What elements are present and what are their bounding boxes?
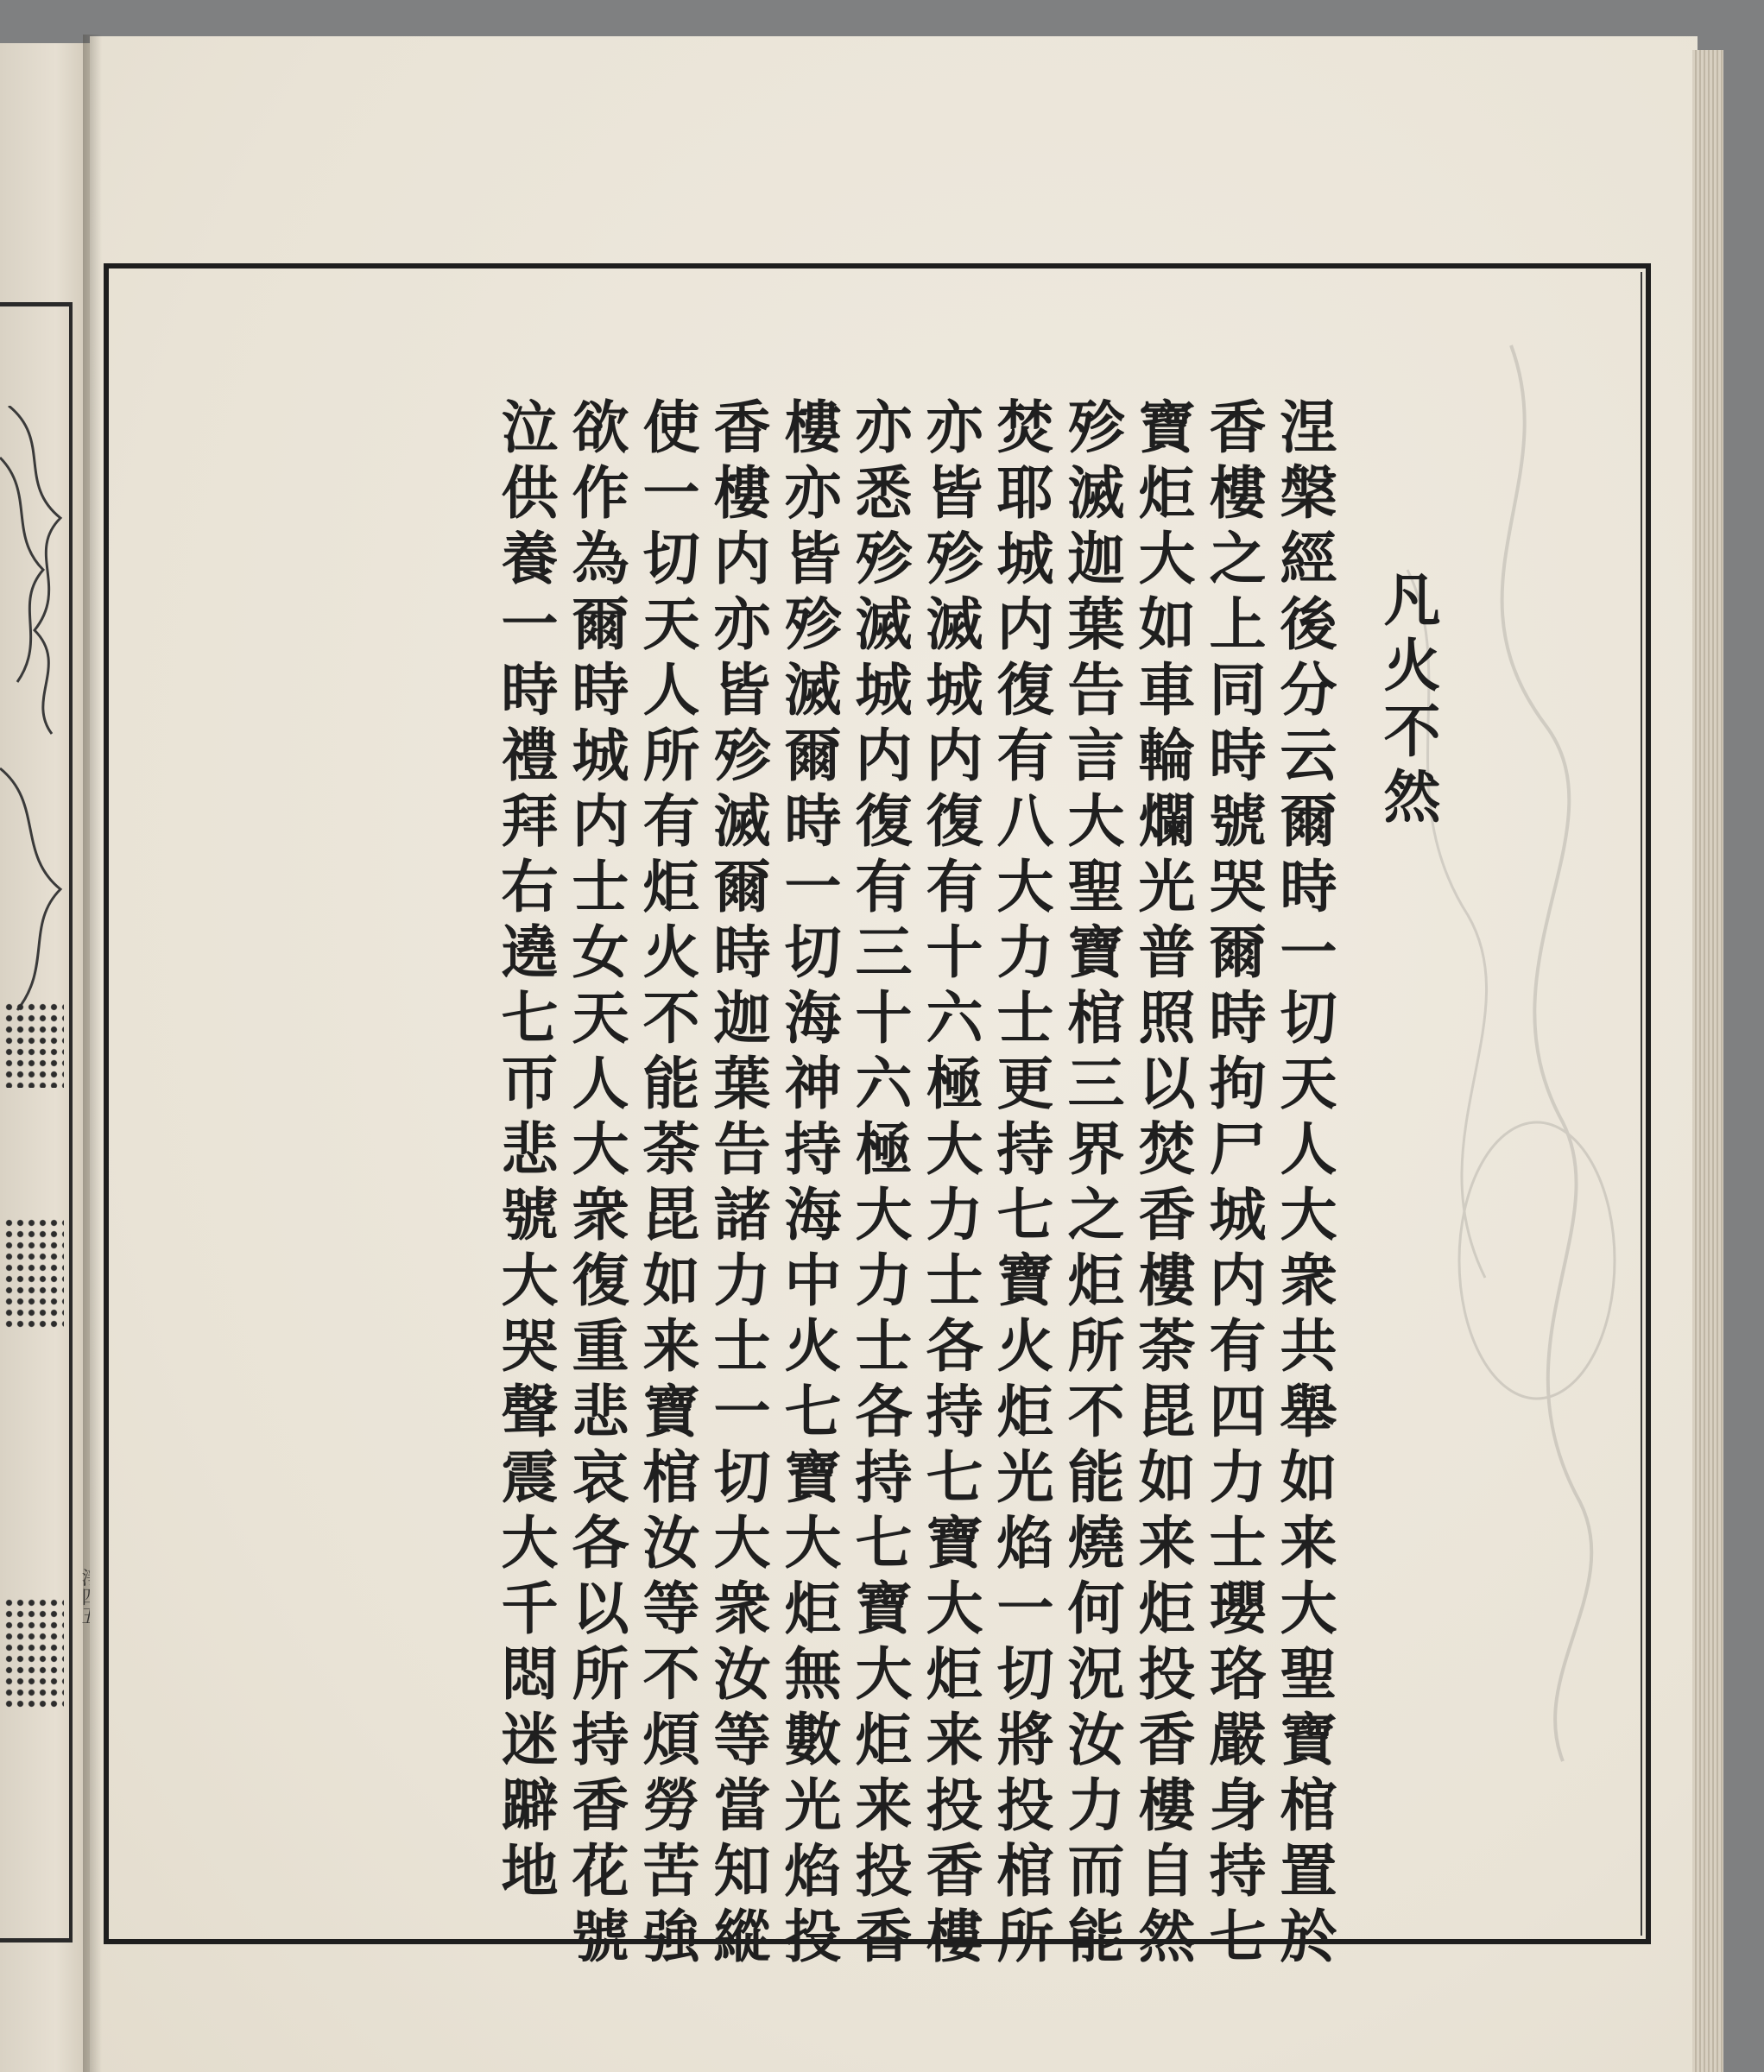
dotted-pattern xyxy=(3,1597,64,1709)
previous-page-edge xyxy=(0,43,95,2072)
text-block xyxy=(285,397,1476,1972)
text-column: 欲作為爾時城内士女天人大衆復重悲哀各以所持香花號 xyxy=(562,397,629,1972)
text-column: 寶炬大如車輪爛光普照以焚香樓荼毘如来炬投香樓自然 xyxy=(1129,397,1196,1972)
text-column: 樓亦皆殄滅爾時一切海神持海中火七寶大炬無數光焰投 xyxy=(775,397,842,1972)
text-column: 殄滅迦葉告言大聖寶棺三界之炬所不能燒何況汝力而能 xyxy=(1058,397,1125,1972)
text-column: 涅槃經後分云爾時一切天人大衆共舉如来大聖寶棺置於 xyxy=(1270,397,1337,1972)
flame-illustration-icon xyxy=(0,406,73,1027)
text-column: 亦皆殄滅城内復有十六極大力士各持七寶大炬来投香樓 xyxy=(916,397,983,1972)
text-column: 使一切天人所有炬火不能荼毘如来寶棺汝等不煩勞苦強 xyxy=(633,397,700,1972)
dotted-pattern xyxy=(3,1001,64,1088)
text-column: 亦悉殄滅城内復有三十六極大力士各持七寶大炬来投香 xyxy=(845,397,913,1972)
text-column: 香樓内亦皆殄滅爾時迦葉告諸力士一切大衆汝等當知縱 xyxy=(704,397,771,1972)
page-stack-edge xyxy=(1692,50,1723,2072)
dotted-pattern xyxy=(3,1217,64,1330)
section-heading: 凡火不然 xyxy=(1374,570,1441,832)
text-column: 焚耶城内復有八大力士更持七寶火炬光焰一切將投棺所 xyxy=(987,397,1054,1972)
text-column: 香樓之上同時號哭爾時拘尸城内有四力士瓔珞嚴身持七 xyxy=(1199,397,1267,1972)
text-column: 泣供養一時禮拜右遶七帀悲號大哭聲震大千悶迷躃地 xyxy=(491,397,559,1906)
gutter-shadow xyxy=(83,35,102,2072)
